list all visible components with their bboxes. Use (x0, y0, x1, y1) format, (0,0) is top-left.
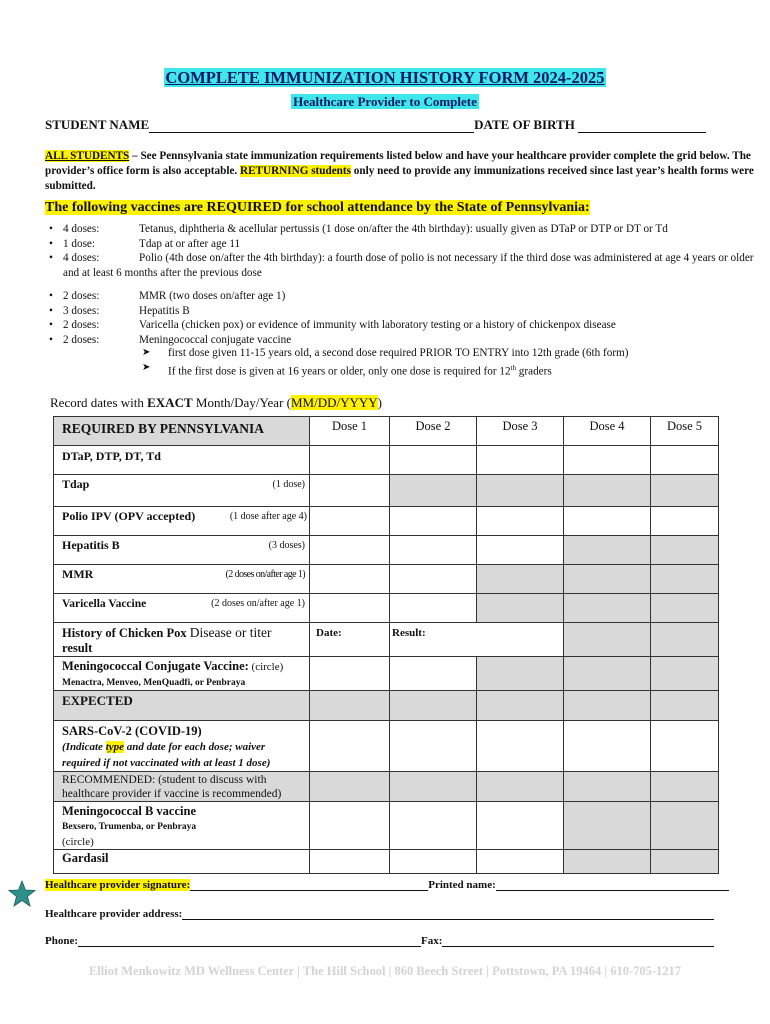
dose-2-header: Dose 2 (390, 417, 477, 446)
dtap-label: DTaP, DTP, DT, Td (54, 446, 310, 475)
disabled-cell (564, 657, 651, 691)
menconj-label: Meningococcal Conjugate Vaccine: (62, 659, 249, 673)
dose-cell[interactable] (390, 536, 477, 565)
table-row (54, 475, 719, 507)
dob-label: DATE OF BIRTH (474, 117, 575, 132)
printed-name-label: Printed name: (428, 879, 496, 891)
dose-cell[interactable] (564, 721, 651, 772)
form-subtitle: Healthcare Provider to Complete (293, 94, 477, 109)
chickenpox-date-cell[interactable]: Date: (310, 623, 390, 657)
intro-paragraph (45, 149, 760, 194)
polio-cell (54, 507, 310, 536)
address-label: Healthcare provider address: (45, 908, 183, 920)
disabled-cell (477, 691, 564, 721)
disabled-cell (390, 772, 477, 802)
table-row (54, 802, 719, 850)
signature-field[interactable] (190, 878, 428, 891)
mening-note-2: ➤ If the first dose is given at 16 years or older, only one dose is required for 12th graders (138, 361, 628, 379)
dose-cell[interactable] (390, 507, 477, 536)
dose-cell[interactable] (651, 446, 719, 475)
gardasil-label: Gardasil (54, 850, 310, 874)
disabled-cell (310, 691, 390, 721)
disabled-cell (477, 657, 564, 691)
dose-cell[interactable] (310, 802, 390, 850)
menconj-brands: Menactra, Menveo, MenQuadfi, or Penbraya (62, 678, 246, 688)
list-item: • 2 doses: MMR (two doses on/after age 1) (45, 289, 757, 304)
menb-cell (54, 802, 310, 850)
disabled-cell (651, 850, 719, 874)
disabled-cell (477, 772, 564, 802)
disabled-cell (651, 657, 719, 691)
dose-cell[interactable] (477, 850, 564, 874)
list-item: • 4 doses: Tetanus, diphtheria & acellular pertussis (1 dose on/after the 4th birthday): usually given as DTaP or DTP or DT or Td (45, 222, 757, 237)
mmr-sublabel: (2 doses on/after age 1) (225, 569, 305, 580)
returning-students-label: RETURNING students (240, 165, 351, 177)
student-info-row (45, 117, 706, 133)
dose-cell[interactable] (390, 594, 477, 623)
disabled-cell (477, 594, 564, 623)
disabled-cell (564, 772, 651, 802)
footer-address: Elliot Menkowitz MD Wellness Center | The Hill School | 860 Beech Street | Pottstown, PA 19464 | 610-705-1217 (88, 964, 682, 978)
table-row (54, 657, 719, 691)
table-row (54, 594, 719, 623)
list-item: • 1 dose: Tdap at or after age 11 (45, 237, 757, 252)
disabled-cell (564, 623, 651, 657)
disabled-cell (564, 691, 651, 721)
table-row (54, 507, 719, 536)
varicella-sublabel: (2 doses on/after age 1) (211, 598, 305, 609)
tdap-label: Tdap (62, 477, 90, 491)
dose-5-header: Dose 5 (651, 417, 719, 446)
table-row (54, 772, 719, 802)
table-row (54, 691, 719, 721)
dose-3-header: Dose 3 (477, 417, 564, 446)
star-logo-icon (8, 880, 36, 913)
signature-label: Healthcare provider signature: (45, 879, 191, 891)
list-item: • 3 doses: Hepatitis B (45, 304, 757, 319)
disabled-cell (651, 772, 719, 802)
required-by-pa-header: REQUIRED BY PENNSYLVANIA (54, 417, 310, 446)
vaccine-list-2 (45, 289, 757, 347)
hepb-label: Hepatitis B (62, 538, 120, 552)
dose-cell[interactable] (564, 507, 651, 536)
dose-cell[interactable] (390, 802, 477, 850)
disabled-cell (651, 802, 719, 850)
disabled-cell (564, 565, 651, 594)
student-name-label: STUDENT NAME (45, 117, 150, 132)
disabled-cell (564, 802, 651, 850)
address-row (45, 907, 714, 920)
covid-note: (Indicate type and date for each dose; waiver required if not vaccinated with at least 1 dose) (62, 741, 271, 769)
disabled-cell (477, 475, 564, 507)
table-row (54, 536, 719, 565)
menconj-circle: (circle) (248, 661, 284, 673)
disabled-cell (651, 623, 719, 657)
meningococcal-notes (138, 346, 628, 379)
dose-cell[interactable] (564, 446, 651, 475)
dose-cell[interactable] (310, 446, 390, 475)
table-header-row (54, 417, 719, 446)
covid-cell (54, 721, 310, 772)
required-heading: The following vaccines are REQUIRED for school attendance by the State of Pennsylvania: (45, 200, 590, 215)
list-item: • 4 doses: Polio (4th dose on/after the 4th birthday): a fourth dose of polio is not necessary if the third dose was administered at age 4 years or older and at least 6 months after the previous dose (45, 251, 757, 280)
student-name-field[interactable] (149, 120, 474, 133)
vaccine-list-1 (45, 222, 757, 280)
immunization-table (53, 416, 719, 874)
disabled-cell (651, 536, 719, 565)
table-row (54, 850, 719, 874)
menb-circle: (circle) (62, 836, 94, 848)
disabled-cell (564, 475, 651, 507)
disabled-cell (390, 691, 477, 721)
polio-sublabel: (1 dose after age 4) (229, 511, 307, 522)
dose-cell[interactable] (310, 536, 390, 565)
hepb-cell (54, 536, 310, 565)
varicella-cell (54, 594, 310, 623)
dose-cell[interactable] (477, 536, 564, 565)
dose-cell[interactable] (651, 507, 719, 536)
recommended-header: RECOMMENDED: (student to discuss with healthcare provider if vaccine is recommended) (54, 772, 310, 802)
dose-4-header: Dose 4 (564, 417, 651, 446)
phone-field[interactable] (78, 934, 421, 947)
dose-cell[interactable] (310, 507, 390, 536)
dob-field[interactable] (578, 120, 706, 133)
disabled-cell (651, 594, 719, 623)
dose-cell[interactable] (310, 565, 390, 594)
table-row (54, 565, 719, 594)
dose-1-header: Dose 1 (310, 417, 390, 446)
dose-cell[interactable] (477, 721, 564, 772)
form-title: COMPLETE IMMUNIZATION HISTORY FORM 2024-2025 (165, 68, 605, 87)
chickenpox-label: History of Chicken Pox Disease or titer result (54, 623, 310, 657)
expected-header: EXPECTED (54, 691, 310, 721)
printed-name-field[interactable] (496, 878, 729, 891)
dose-cell[interactable] (310, 594, 390, 623)
covid-label: SARS-CoV-2 (COVID-19) (62, 724, 202, 738)
record-instructions: Record dates with EXACT Month/Day/Year (MM/DD/YYYY) (50, 395, 382, 410)
dose-cell[interactable] (390, 446, 477, 475)
dose-cell[interactable] (390, 850, 477, 874)
dose-cell[interactable] (310, 721, 390, 772)
dose-cell[interactable] (651, 721, 719, 772)
address-field[interactable] (182, 907, 714, 920)
disabled-cell (564, 850, 651, 874)
fax-label: Fax: (421, 935, 443, 947)
chickenpox-result-cell[interactable]: Result: (390, 623, 477, 657)
hepb-sublabel: (3 doses) (268, 540, 305, 551)
disabled-cell (651, 565, 719, 594)
dose-cell[interactable] (390, 721, 477, 772)
phone-fax-row (45, 934, 714, 947)
dose-cell[interactable] (477, 446, 564, 475)
table-row (54, 721, 719, 772)
list-item: • 2 doses: Varicella (chicken pox) or evidence of immunity with laboratory testing or a history of chickenpox disease (45, 318, 757, 333)
disabled-cell (310, 772, 390, 802)
list-item: • 2 doses: Meningococcal conjugate vaccine (45, 333, 757, 348)
mening-note-1: ➤ first dose given 11-15 years old, a second dose required PRIOR TO ENTRY into 12th grade (6th form) (138, 346, 628, 361)
mmr-cell (54, 565, 310, 594)
menb-brands: Bexsero, Trumenba, or Penbraya (62, 822, 197, 832)
tdap-cell (54, 475, 310, 507)
table-row (54, 446, 719, 475)
dose-cell[interactable] (310, 850, 390, 874)
dose-cell[interactable] (477, 802, 564, 850)
intro-text-1: – See Pennsylvania state immunization requirements listed below and have your healthcare provider complete the grid below. The provider’s office form is also acceptable. (45, 150, 751, 177)
phone-label: Phone: (45, 935, 78, 947)
all-students-label: ALL STUDENTS (45, 150, 130, 162)
disabled-cell (651, 691, 719, 721)
menconj-cell (54, 657, 310, 691)
menb-label: Meningococcal B vaccine (62, 804, 196, 818)
dose-cell[interactable] (390, 657, 477, 691)
disabled-cell (564, 594, 651, 623)
dose-cell[interactable] (310, 475, 390, 507)
disabled-cell (651, 475, 719, 507)
intro-text-2: only need to provide any immunizations received since last year’s health forms were submitted. (45, 165, 754, 192)
tdap-sublabel: (1 dose) (272, 479, 305, 490)
mmr-label: MMR (62, 567, 94, 581)
varicella-label: Varicella Vaccine (62, 598, 147, 610)
disabled-cell (564, 536, 651, 565)
disabled-cell (477, 565, 564, 594)
fax-field[interactable] (442, 934, 714, 947)
disabled-cell (390, 475, 477, 507)
dose-cell[interactable] (310, 657, 390, 691)
chickenpox-result-span[interactable] (477, 623, 564, 657)
dose-cell[interactable] (477, 507, 564, 536)
polio-label: Polio IPV (OPV accepted) (62, 509, 196, 523)
signature-row (45, 878, 729, 891)
dose-cell[interactable] (390, 565, 477, 594)
table-row (54, 623, 719, 657)
